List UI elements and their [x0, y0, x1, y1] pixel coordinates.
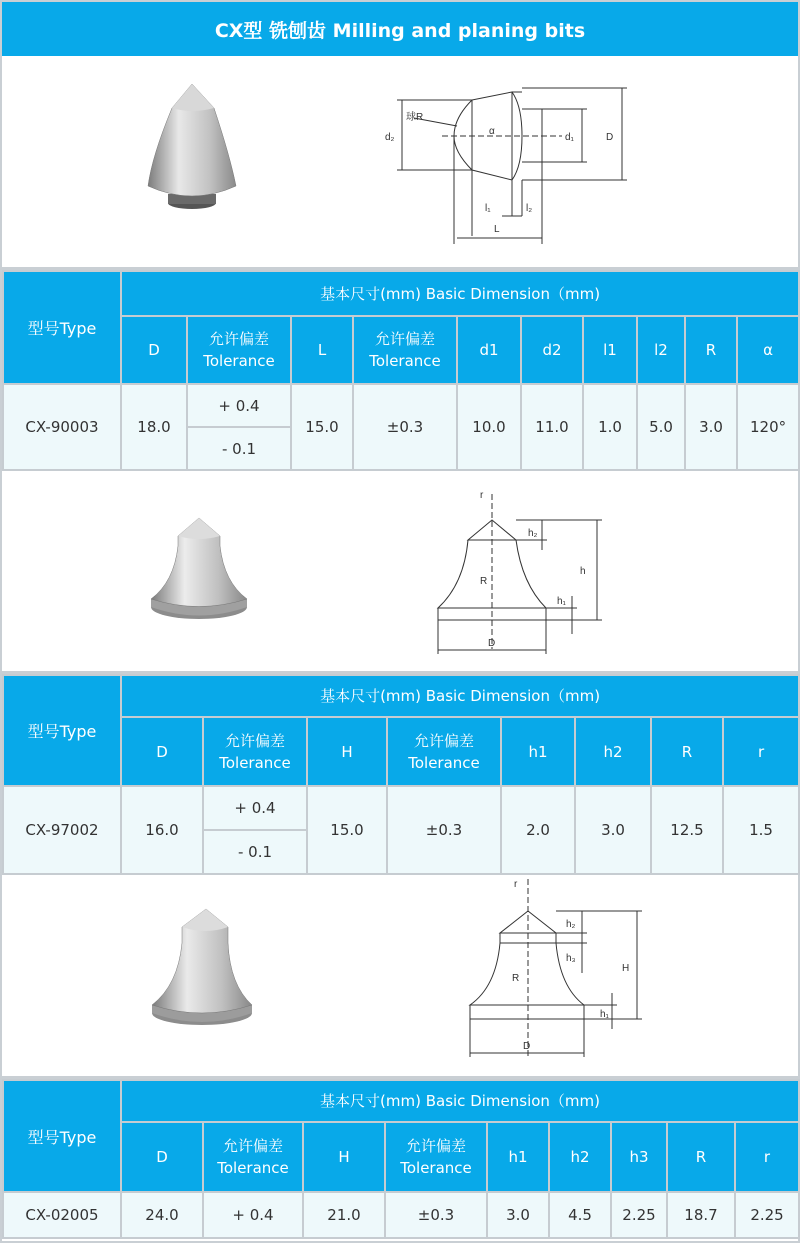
- product-illustration-2: [2, 474, 798, 674]
- label-h2: h₂: [566, 919, 576, 930]
- cell-tol-plus: + 0.4: [187, 384, 291, 427]
- cell-H-tol: ±0.3: [385, 1192, 487, 1238]
- cell-H: 15.0: [307, 786, 387, 874]
- col-H: H: [307, 717, 387, 786]
- cell-type: CX-90003: [3, 384, 121, 470]
- bit-3d-render-3: [152, 909, 252, 1025]
- cell-D: 18.0: [121, 384, 187, 470]
- technical-drawing-2: [438, 494, 602, 654]
- type-header: 型号Type: [3, 271, 121, 384]
- basic-dimension-header: 基本尺寸(mm) Basic Dimension（mm): [121, 675, 799, 717]
- col-alpha: α: [737, 316, 799, 384]
- col-tolerance-H: 允许偏差 Tolerance: [385, 1122, 487, 1192]
- label-h1: h₁: [557, 596, 566, 607]
- cell-tol-minus: - 0.1: [187, 427, 291, 470]
- col-d1: d1: [457, 316, 521, 384]
- type-header: 型号Type: [3, 1080, 121, 1192]
- cell-d2: 11.0: [521, 384, 583, 470]
- cell-tol-plus: + 0.4: [203, 1192, 303, 1238]
- label-d1: d₁: [565, 132, 574, 143]
- cell-l2: 5.0: [637, 384, 685, 470]
- col-R: R: [667, 1122, 735, 1192]
- bit-3d-render-2: [151, 518, 247, 619]
- col-tolerance: 允许偏差 Tolerance: [203, 717, 307, 786]
- col-D: D: [121, 1122, 203, 1192]
- label-L: L: [494, 224, 500, 235]
- label-D: D: [606, 132, 614, 143]
- cell-r: 2.25: [735, 1192, 799, 1238]
- cell-type: CX-97002: [3, 786, 121, 874]
- label-r: r: [514, 879, 518, 890]
- col-h1: h1: [501, 717, 575, 786]
- spec-table-3: [2, 1079, 800, 1239]
- col-tolerance-L: 允许偏差 Tolerance: [353, 316, 457, 384]
- cell-h2: 3.0: [575, 786, 651, 874]
- cell-D: 24.0: [121, 1192, 203, 1238]
- technical-drawing-1: [397, 88, 627, 244]
- col-h1: h1: [487, 1122, 549, 1192]
- label-l1: l₁: [485, 203, 491, 214]
- basic-dimension-header: 基本尺寸(mm) Basic Dimension（mm): [121, 1080, 799, 1122]
- label-h2: h₂: [528, 528, 538, 539]
- cell-R: 3.0: [685, 384, 737, 470]
- cell-H-tol: ±0.3: [387, 786, 501, 874]
- cell-L: 15.0: [291, 384, 353, 470]
- cell-alpha: 120°: [737, 384, 799, 470]
- cell-R: 18.7: [667, 1192, 735, 1238]
- type-header: 型号Type: [3, 675, 121, 786]
- cell-H: 21.0: [303, 1192, 385, 1238]
- label-h1: h₁: [600, 1009, 609, 1020]
- col-D: D: [121, 316, 187, 384]
- technical-drawing-3: [470, 879, 642, 1059]
- col-h2: h2: [575, 717, 651, 786]
- col-r: r: [723, 717, 799, 786]
- cell-l1: 1.0: [583, 384, 637, 470]
- col-R: R: [685, 316, 737, 384]
- cell-tol-minus: - 0.1: [203, 830, 307, 874]
- product-illustration-3: [2, 877, 798, 1079]
- cell-r: 1.5: [723, 786, 799, 874]
- cell-D: 16.0: [121, 786, 203, 874]
- cell-R: 12.5: [651, 786, 723, 874]
- product-image-panel-3: [2, 877, 798, 1079]
- label-h3: h₃: [566, 953, 576, 964]
- product-image-panel-1: [2, 56, 798, 270]
- cell-tol-plus: + 0.4: [203, 786, 307, 830]
- cell-h1: 2.0: [501, 786, 575, 874]
- basic-dimension-header: 基本尺寸(mm) Basic Dimension（mm): [121, 271, 799, 316]
- label-l2: l₂: [526, 203, 533, 214]
- col-tolerance: 允许偏差 Tolerance: [203, 1122, 303, 1192]
- page-title: CX型 铣刨齿 Milling and planing bits: [2, 2, 798, 56]
- label-R: R: [512, 973, 520, 984]
- col-l1: l1: [583, 316, 637, 384]
- label-R: R: [480, 576, 488, 587]
- col-l2: l2: [637, 316, 685, 384]
- col-tolerance: 允许偏差 Tolerance: [187, 316, 291, 384]
- col-h3: h3: [611, 1122, 667, 1192]
- product-image-panel-2: [2, 474, 798, 674]
- col-R: R: [651, 717, 723, 786]
- col-D: D: [121, 717, 203, 786]
- label-h: h: [580, 566, 586, 577]
- label-alpha: α: [489, 126, 495, 137]
- col-r: r: [735, 1122, 799, 1192]
- spec-table-2: [2, 674, 800, 875]
- label-H: H: [622, 963, 630, 974]
- label-d2: d₂: [385, 132, 395, 143]
- cell-type: CX-02005: [3, 1192, 121, 1238]
- spec-table-1: [2, 270, 800, 471]
- cell-h1: 3.0: [487, 1192, 549, 1238]
- product-illustration-1: [2, 56, 798, 270]
- col-h2: h2: [549, 1122, 611, 1192]
- cell-d1: 10.0: [457, 384, 521, 470]
- label-D: D: [488, 638, 496, 649]
- label-D: D: [523, 1041, 531, 1052]
- col-d2: d2: [521, 316, 583, 384]
- bit-3d-render-1: [148, 84, 236, 209]
- cell-h3: 2.25: [611, 1192, 667, 1238]
- cell-L-tol: ±0.3: [353, 384, 457, 470]
- label-r: r: [480, 490, 484, 501]
- col-tolerance-H: 允许偏差 Tolerance: [387, 717, 501, 786]
- col-H: H: [303, 1122, 385, 1192]
- col-L: L: [291, 316, 353, 384]
- cell-h2: 4.5: [549, 1192, 611, 1238]
- label-ball-r: 球R: [406, 112, 424, 123]
